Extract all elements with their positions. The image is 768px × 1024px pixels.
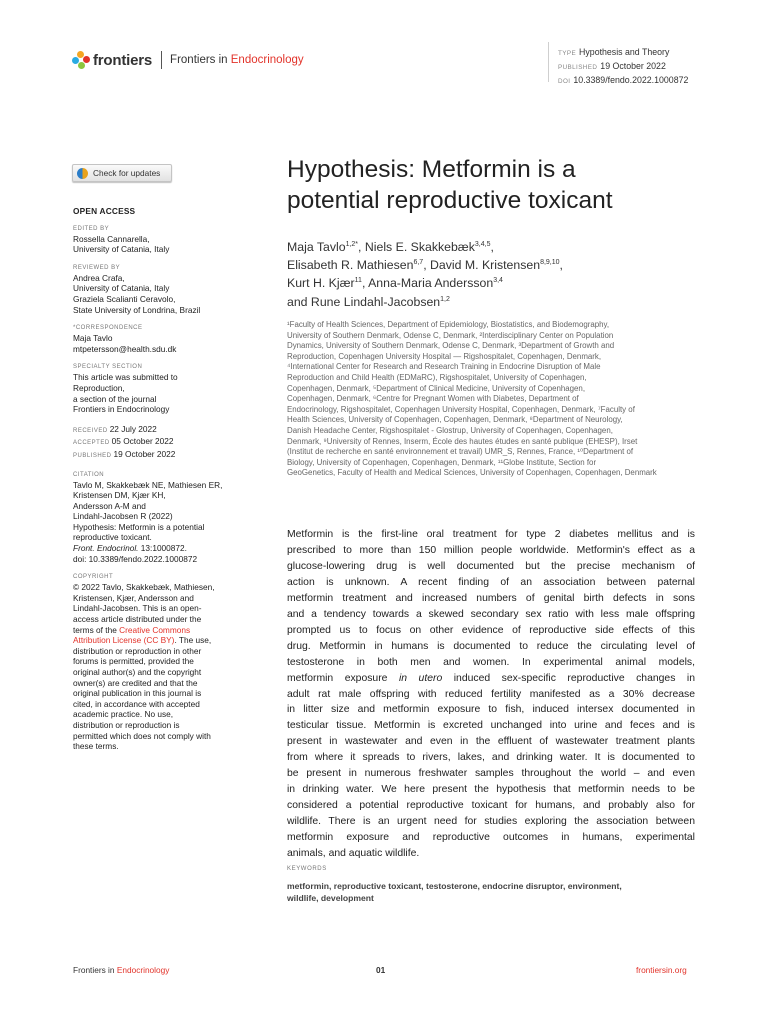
- author-list: Maja Tavlo$^{1,2*}$, Niels E. Skakkebæk$^{3,4,5}$, Elisabeth R. Mathiesen$^{6,7}$, David M. Kristensen$^{8,9,10}$, Kurt H. Kjær$^{11}$, Anna-Maria Andersson$^{3,4}$ and Rune Lindahl-Jacobsen$^{1,2}$: [287, 240, 563, 309]
- article-meta: [558, 46, 688, 88]
- keywords: metformin, reproductive toxicant, testosterone, endocrine disruptor, environment, wildlife, development: [287, 881, 622, 904]
- journal-logo[interactable]: [72, 50, 304, 70]
- footer-site-link[interactable]: frontiersin.org: [636, 965, 687, 975]
- keywords-label: KEYWORDS: [287, 866, 327, 872]
- footer-journal: Frontiers in Endocrinology: [73, 965, 170, 975]
- reviewed-by-section: REVIEWED BY Andrea Crafa, University of Catania, Italy Graziela Scalianti Ceravolo, State University of Londrina, Brazil: [73, 264, 201, 315]
- article-type: TYPE Hypothesis and Theory: [558, 47, 670, 57]
- specialty-section: SPECIALTY SECTION This article was submitted to Reproduction, a section of the journal Frontiers in Endocrinology: [73, 364, 178, 415]
- meta-divider: [548, 42, 549, 82]
- article-published: PUBLISHED 19 October 2022: [558, 61, 666, 71]
- correspondence-email[interactable]: mtpetersson@health.sdu.dk: [73, 343, 177, 354]
- article-info-sidebar: [73, 206, 245, 761]
- frontiers-logo-icon: [72, 51, 90, 69]
- dates-section: RECEIVED 22 July 2022 ACCEPTED 05 October 2022 PUBLISHED 19 October 2022: [73, 423, 176, 459]
- logo-divider: [161, 51, 162, 69]
- check-updates-label: Check for updates: [93, 168, 161, 178]
- license-link-cont[interactable]: Attribution License (CC BY): [73, 635, 175, 646]
- abstract: Metformin is the first-line oral treatment for type 2 diabetes mellitus and is prescribed to more than 150 million people worldwide. Metformin's effect as a glucose-lowering drug is well documented but the precise mechanism of action is unknown. A recent finding of an association between paternal metformin treatment and increased numbers of genital birth defects in sons and a tendency towards a skewed secondary sex ratio with less male offspring prompted us to focus on other evidence of reproductive side effects of this drug. Metformin in humans is documented to reduce the circulating level of testosterone in both men and women. In experimental animal models, metformin exposure in utero induced sex-specific reproductive changes in adult rat male offspring with reduced fertility manifested as a 30% decrease in litter size and metformin exposure to fish, induced intersex documented in testicular tissue. Metformin is excreted unchanged into urine and feces and is present in wastewater and even in the effluent of wastewater treatment plants from where it spreads to rivers, lakes, and drinking water. It is documented to be present in numerous freshwater samples throughout the world – and even in drinking water. We here present the hypothesis that metformin needs to be considered a potential reproductive toxicant for humans, and probably also for wildlife. There is an urgent need for studies exploring the association between metformin exposure and reproductive outcomes in humans, experimental animals, and aquatic wildlife.: [287, 529, 695, 860]
- correspondence-section: *CORRESPONDENCE Maja Tavlo mtpetersson@health.sdu.dk: [73, 324, 245, 354]
- license-link[interactable]: Creative Commons: [119, 624, 191, 635]
- author-name[interactable]: Kurt H. Kjær: [287, 276, 355, 291]
- check-updates-icon: [77, 168, 88, 179]
- author-name[interactable]: and Rune Lindahl-Jacobsen: [287, 294, 441, 309]
- check-for-updates-button[interactable]: [72, 164, 172, 182]
- edited-by-section: EDITED BY Rossella Cannarella, University of Catania, Italy: [73, 225, 170, 255]
- author-name[interactable]: Maja Tavlo: [287, 240, 346, 254]
- brand-name: frontiers: [93, 51, 153, 69]
- citation-section: CITATION Tavlo M, Skakkebæk NE, Mathiesen ER, Kristensen DM, Kjær KH, Andersson A-M and Lindahl-Jacobsen R (2022) Hypothesis: Metformin is a potential reproductive toxicant. Front. Endocrinol. 13:1000872. doi: 10.3389/fendo.2022.1000872: [73, 471, 223, 564]
- copyright-section: COPYRIGHT © 2022 Tavlo, Skakkebæk, Mathiesen, Kristensen, Kjær, Andersson and Lindahl-Jacobsen. This is an open- access article distributed under the terms of the Creative Commons Attribution License (CC BY). The use, distribution or reproduction in other forums is permitted, provided the original author(s) and the copyright owner(s) are credited and that the original publication in this journal is cited, in accordance with accepted academic practice. No use, distribution or reproduction is permitted which does not comply with these terms.: [73, 574, 215, 752]
- page-number: 01: [376, 965, 386, 975]
- affiliations: ¹Faculty of Health Sciences, Department of Epidemiology, Biostatistics, and Biodemography, University of Southern Denmark, Odense C, Denmark, ²Interdisciplinary Center on Population Dynamics, University of Southern Denmark, Odense C, Denmark, ³Department of Growth and Reproduction, Copenhagen University Hospital — Rigshospitalet, Copenhagen, Denmark, ⁴International Center for Research and Research Training in Endocrine Disruption of Male Reproduction and Child Health (EDMaRC), Rigshospitalet, University of Copenhagen, Copenhagen, Denmark, ⁵Department of Clinical Medicine, University of Copenhagen, Copenhagen, Denmark, ⁶Centre for Pregnant Women with Diabetes, Department of Endocrinology, Rigshospitalet, Copenhagen University Hospital, Copenhagen, Denmark, ⁷Faculty of Health Sciences, University of Copenhagen, Copenhagen, Denmark, ⁸Department of Neurology, Danish Headache Center, Rigshospitalet - Glostrup, University of Copenhagen, Copenhagen, Denmark, ⁹University of Rennes, Inserm, École des hautes études en santé publique (EHESP), Irset (Institut de recherche en santé environnement et travail) UMR_S, Rennes, France, ¹⁰Department of Biology, University of Copenhagen, Copenhagen, Denmark, ¹¹Globe Institute, Section for GeoGenetics, Faculty of Health and Medical Sciences, University of Copenhagen, Copenhagen, Denmark: [287, 320, 657, 478]
- author-name[interactable]: , Anna-Maria Andersson: [361, 276, 494, 291]
- journal-title: Frontiers in Endocrinology: [170, 54, 304, 66]
- open-access-label: OPEN ACCESS: [73, 206, 136, 216]
- article-title: Hypothesis: Metformin is a potential reproductive toxicant: [287, 156, 613, 214]
- author-name[interactable]: , David M. Kristensen: [423, 258, 541, 273]
- author-name[interactable]: Elisabeth R. Mathiesen: [287, 258, 414, 273]
- author-name[interactable]: , Niels E. Skakkebæk: [358, 240, 475, 254]
- article-doi: DOI 10.3389/fendo.2022.1000872: [558, 75, 689, 85]
